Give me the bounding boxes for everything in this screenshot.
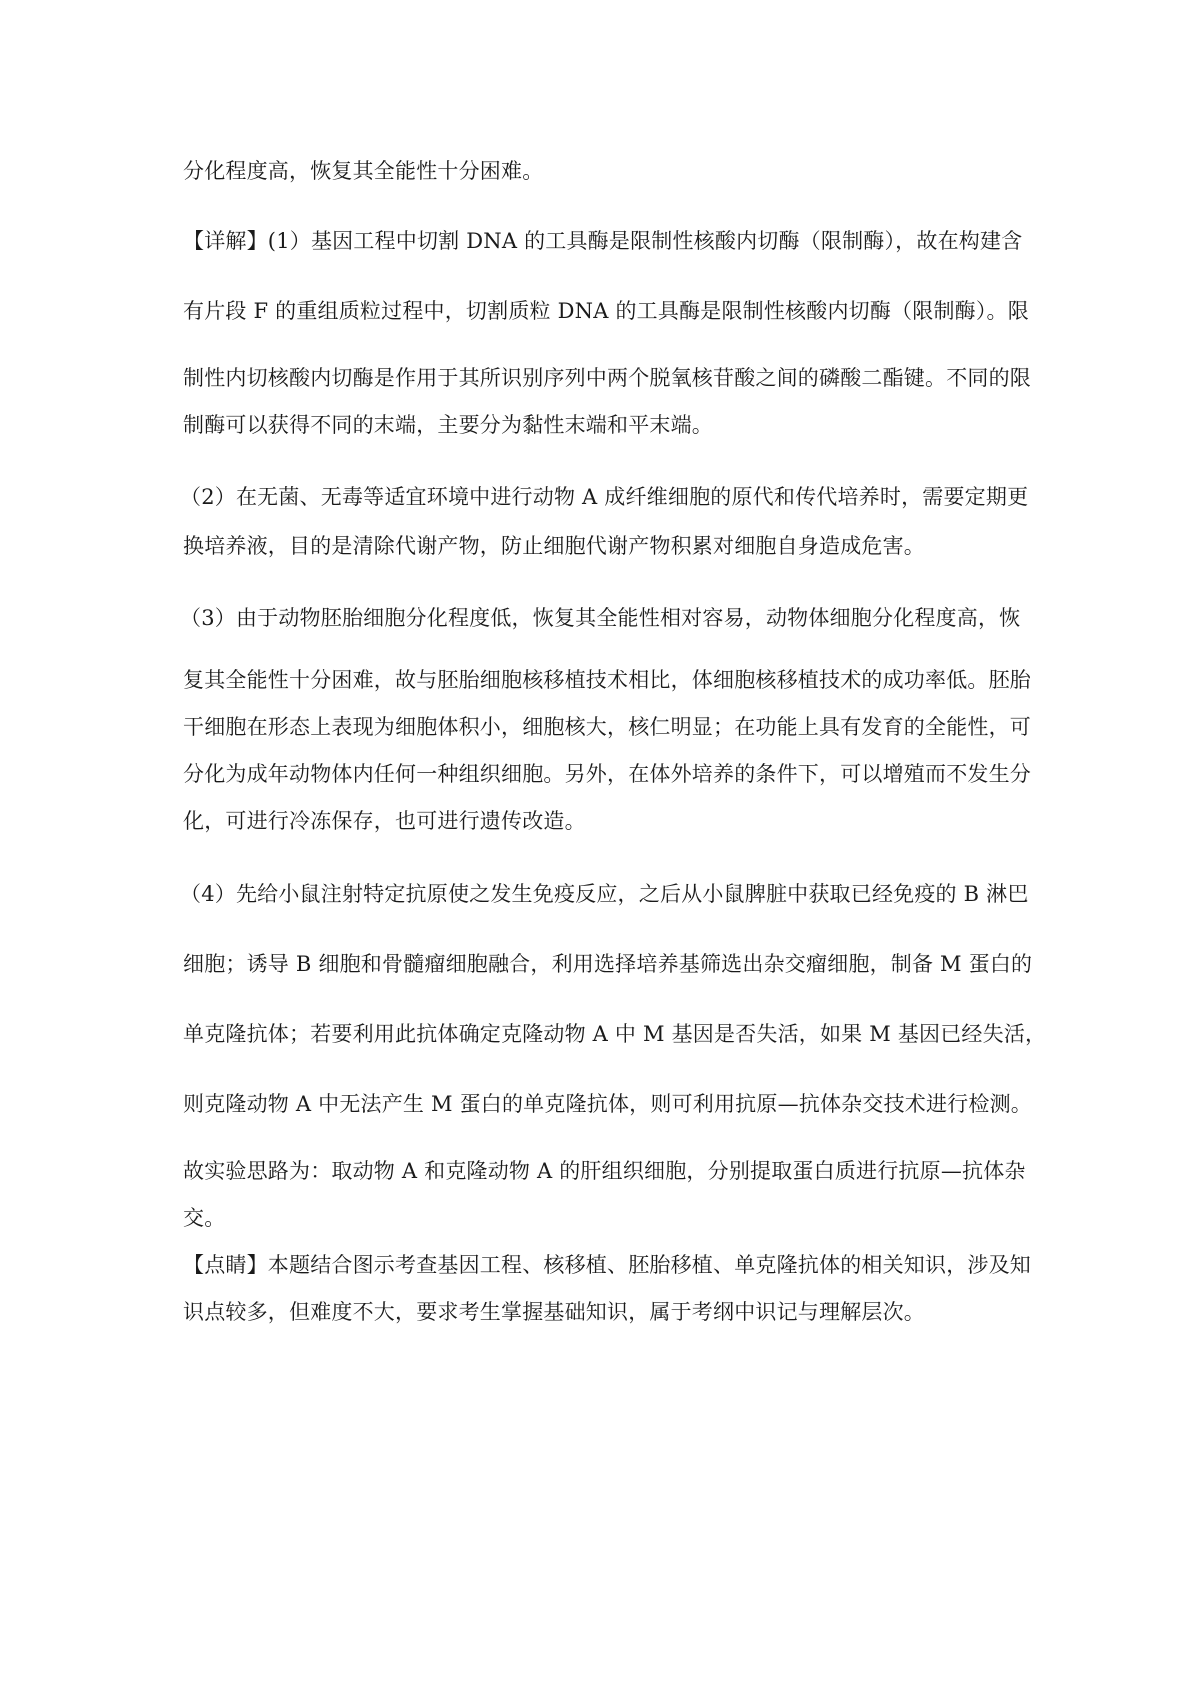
text-line: （3）由于动物胚胎细胞分化程度低，恢复其全能性相对容易，动物体细胞分化程度高，恢 [180, 606, 1021, 630]
text-line: 制性内切核酸内切酶是作用于其所识别序列中两个脱氧核苷酸之间的磷酸二酯键。不同的限 [183, 366, 1031, 390]
text-line: 换培养液，目的是清除代谢产物，防止细胞代谢产物积累对细胞自身造成危害。 [183, 534, 925, 558]
text-line: 化，可进行冷冻保存，也可进行遗传改造。 [183, 809, 586, 833]
text-line: 复其全能性十分困难，故与胚胎细胞核移植技术相比，体细胞核移植技术的成功率低。胚胎 [183, 668, 1031, 692]
text-line: 制酶可以获得不同的末端，主要分为黏性末端和平末端。 [183, 413, 713, 437]
text-line: 【点睛】本题结合图示考查基因工程、核移植、胚胎移植、单克隆抗体的相关知识，涉及知 [183, 1253, 1031, 1277]
text-line: 则克隆动物 A 中无法产生 M 蛋白的单克隆抗体，则可利用抗原—抗体杂交技术进行检测。 [183, 1092, 1032, 1116]
text-line: 干细胞在形态上表现为细胞体积小，细胞核大，核仁明显；在功能上具有发育的全能性，可 [183, 715, 1031, 739]
text-line: 有片段 F 的重组质粒过程中，切割质粒 DNA 的工具酶是限制性核酸内切酶（限制酶）。限 [183, 299, 1029, 323]
text-line: 【详解】(1）基因工程中切割 DNA 的工具酶是限制性核酸内切酶（限制酶），故在构建含 [183, 229, 1023, 253]
text-line: 细胞；诱导 B 细胞和骨髓瘤细胞融合，利用选择培养基筛选出杂交瘤细胞，制备 M 蛋白的 [183, 952, 1033, 976]
text-line: 单克隆抗体；若要利用此抗体确定克隆动物 A 中 M 基因是否失活，如果 M 基因已经失活， [183, 1022, 1047, 1046]
text-line: （2）在无菌、无毒等适宜环境中进行动物 A 成纤维细胞的原代和传代培养时，需要定期更 [180, 485, 1029, 509]
text-line: （4）先给小鼠注射特定抗原使之发生免疫反应，之后从小鼠脾脏中获取已经免疫的 B 淋巴 [180, 882, 1029, 906]
text-line: 交。 [183, 1206, 226, 1230]
text-line: 分化为成年动物体内任何一种组织细胞。另外，在体外培养的条件下，可以增殖而不发生分 [183, 762, 1031, 786]
text-line: 识点较多，但难度不大，要求考生掌握基础知识，属于考纲中识记与理解层次。 [183, 1300, 925, 1324]
text-line: 故实验思路为：取动物 A 和克隆动物 A 的肝组织细胞，分别提取蛋白质进行抗原—抗体杂 [183, 1159, 1026, 1183]
text-line: 分化程度高，恢复其全能性十分困难。 [183, 159, 544, 183]
